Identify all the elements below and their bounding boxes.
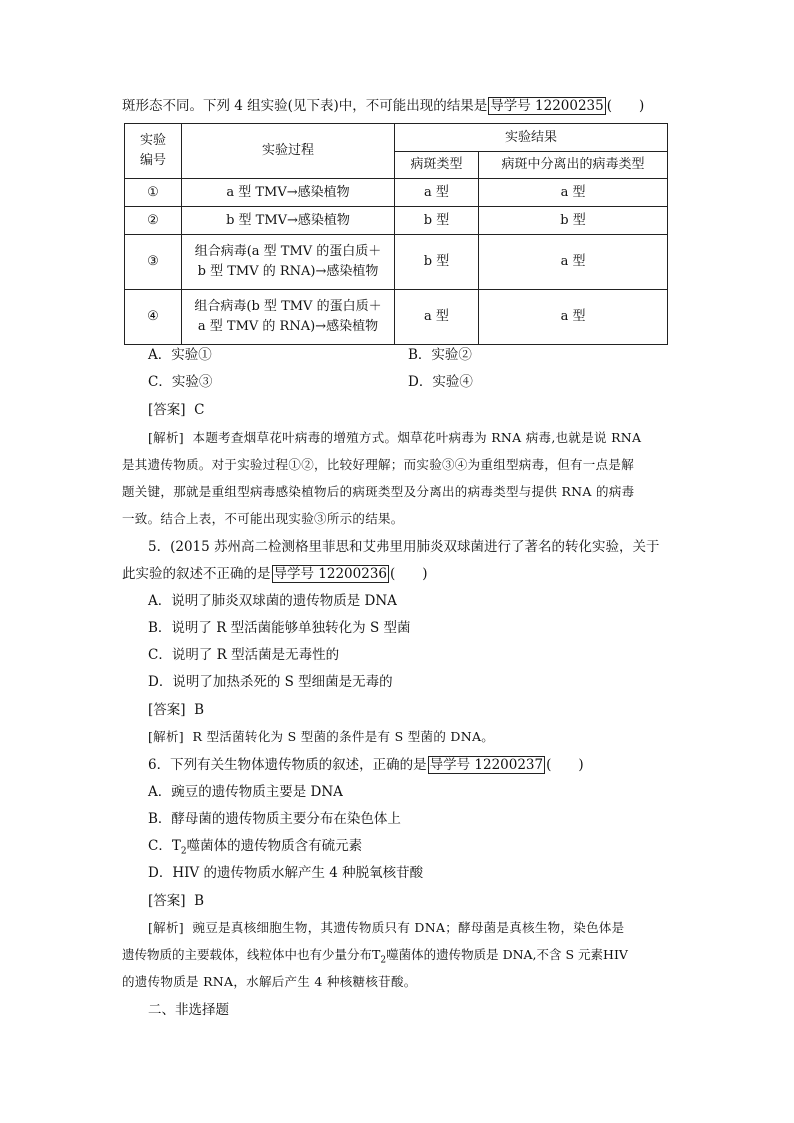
answer-label: [答案] — [148, 893, 186, 909]
option-c: C．说明了 R 型活菌是无毒性的 — [148, 647, 340, 663]
answer-label: [答案] — [148, 402, 186, 418]
option-a: A．实验① — [148, 347, 212, 363]
header-experiment-no: 实验编号 — [125, 124, 182, 179]
analysis-text: 是其遗传物质。对于实验过程①②，比较好理解；而实验③④为重组型病毒，但有一点是解 — [122, 457, 635, 472]
row-lesion: a 型 — [395, 290, 479, 345]
stem-text: 6．下列有关生物体遗传物质的叙述，正确的是 — [148, 757, 427, 773]
analysis-text: 本题考查烟草花叶病毒的增殖方式。烟草花叶病毒为 RNA 病毒,也就是说 RNA — [192, 430, 642, 445]
answer-value: C — [194, 402, 205, 418]
row-process: a 型 TMV→感染植物 — [182, 179, 395, 207]
guide-number-box: 导学号 12200236 — [273, 566, 388, 582]
option-a: A．豌豆的遗传物质主要是 DNA — [148, 784, 343, 800]
analysis-text: 题关键，那就是重组型病毒感染植物后的病斑类型及分离出的病毒类型与提供 RNA 的病毒 — [122, 484, 635, 499]
analysis-label: [解析] — [148, 729, 184, 744]
stem-text: 斑形态不同。下列 4 组实验(见下表)中，不可能出现的结果是 — [122, 98, 488, 114]
row-lesion: b 型 — [395, 207, 479, 235]
answer-paren: ( ) — [546, 757, 584, 773]
analysis-text: 豌豆是真核细胞生物，其遗传物质只有 DNA；酵母菌是真核生物，染色体是 — [192, 920, 625, 935]
row-process: b 型 TMV→感染植物 — [182, 207, 395, 235]
answer-paren: ( ) — [606, 98, 645, 114]
analysis-text: 一致。结合上表，不可能出现实验③所示的结果。 — [122, 511, 404, 526]
guide-number-box: 导学号 12200237 — [429, 757, 544, 773]
analysis-text: 遗传物质的主要载体，线粒体中也有少量分布$T_2$噬菌体的遗传物质是 DNA,不含 S 元素HIV — [122, 947, 628, 966]
row-virus: a 型 — [479, 235, 668, 290]
analysis-label: [解析] — [148, 920, 184, 935]
question-4-stem-tail — [122, 96, 644, 116]
option-d: D．说明了加热杀死的 S 型细菌是无毒的 — [148, 674, 393, 690]
header-process: 实验过程 — [182, 124, 395, 179]
answer-line — [148, 700, 204, 720]
header-virus-type: 病斑中分离出的病毒类型 — [479, 152, 668, 179]
answer-value: B — [194, 893, 205, 909]
table-row — [125, 179, 668, 207]
answer-line — [148, 891, 204, 911]
option-b: B．酵母菌的遗传物质主要分布在染色体上 — [148, 811, 401, 827]
option-a: A．说明了肺炎双球菌的遗传物质是 DNA — [148, 593, 397, 609]
analysis-line — [148, 727, 494, 747]
table-row — [125, 207, 668, 235]
option-c: C．$T_2$噬菌体的遗传物质含有硫元素 — [148, 838, 363, 857]
row-process: 组合病毒(a 型 TMV 的蛋白质＋b 型 TMV 的 RNA)→感染植物 — [182, 235, 395, 290]
analysis-text: R 型活菌转化为 S 型菌的条件是有 S 型菌的 DNA。 — [192, 729, 495, 744]
row-no: ③ — [125, 235, 182, 290]
analysis-line — [148, 428, 641, 448]
row-no: ④ — [125, 290, 182, 345]
row-lesion: b 型 — [395, 235, 479, 290]
analysis-line — [148, 918, 624, 938]
row-virus: a 型 — [479, 290, 668, 345]
option-b: B．说明了 R 型活菌能够单独转化为 S 型菌 — [148, 620, 411, 636]
experiment-table — [124, 123, 668, 345]
option-b: B．实验② — [408, 347, 472, 363]
row-process: 组合病毒(b 型 TMV 的蛋白质＋a 型 TMV 的 RNA)→感染植物 — [182, 290, 395, 345]
table-row — [125, 290, 668, 345]
analysis-label: [解析] — [148, 430, 184, 445]
row-lesion: a 型 — [395, 179, 479, 207]
header-result: 实验结果 — [395, 124, 668, 152]
answer-paren: ( ) — [390, 566, 428, 582]
question-5-stem-2 — [122, 564, 428, 584]
question-5-stem: 5．(2015 苏州高二检测格里菲思和艾弗里用肺炎双球菌进行了著名的转化实验，关于 — [148, 539, 660, 555]
header-lesion-type: 病斑类型 — [395, 152, 479, 179]
answer-value: B — [194, 702, 205, 718]
table-row — [125, 235, 668, 290]
option-d: D．实验④ — [408, 374, 473, 390]
row-virus: b 型 — [479, 207, 668, 235]
row-virus: a 型 — [479, 179, 668, 207]
option-c: C．实验③ — [148, 374, 213, 390]
answer-label: [答案] — [148, 702, 186, 718]
section-heading: 二、非选择题 — [148, 1002, 229, 1018]
guide-number-box: 导学号 12200235 — [490, 98, 604, 114]
question-6-stem — [148, 755, 584, 775]
stem-text: 此实验的叙述不正确的是 — [122, 566, 271, 582]
analysis-text: 的遗传物质是 RNA，水解后产生 4 种核糖核苷酸。 — [122, 974, 417, 989]
row-no: ① — [125, 179, 182, 207]
answer-line — [148, 400, 204, 420]
row-no: ② — [125, 207, 182, 235]
option-d: D．HIV 的遗传物质水解产生 4 种脱氧核苷酸 — [148, 865, 424, 881]
